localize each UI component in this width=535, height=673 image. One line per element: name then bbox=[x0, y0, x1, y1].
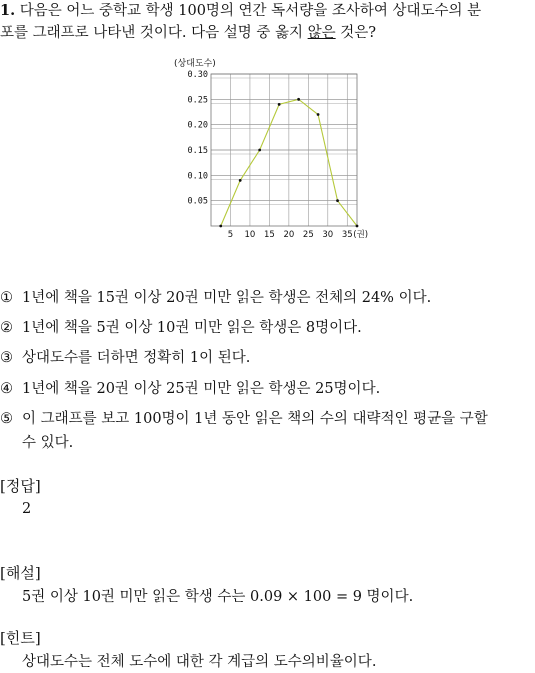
x-tick-label: 5 bbox=[227, 230, 234, 240]
question-line-1 bbox=[0, 0, 535, 22]
data-point bbox=[317, 113, 320, 116]
data-point bbox=[258, 149, 261, 152]
explanation-label: [해설] bbox=[0, 564, 41, 582]
x-tick-labels bbox=[228, 229, 368, 240]
data-point bbox=[336, 199, 339, 202]
option-4[interactable] bbox=[0, 378, 380, 400]
chart-grid bbox=[211, 74, 357, 226]
y-tick-label: 0.30 bbox=[187, 70, 208, 80]
option-1-text: 1년에 책을 15권 이상 20권 미만 읽은 학생은 전체의 24% 이다. bbox=[22, 290, 432, 306]
relative-frequency-chart bbox=[168, 56, 368, 246]
question-line-2 bbox=[0, 22, 535, 44]
y-tick-label: 0.20 bbox=[187, 120, 208, 131]
y-tick-labels bbox=[188, 70, 208, 207]
option-4-mark: ④ bbox=[0, 381, 13, 397]
y-tick-label: 0.10 bbox=[187, 171, 208, 182]
x-tick-label: 25 bbox=[302, 230, 314, 240]
x-tick-label: 20 bbox=[283, 230, 295, 240]
data-point bbox=[219, 225, 222, 228]
option-2-text: 1년에 책을 5권 이상 10권 미만 읽은 학생은 8명이다. bbox=[22, 320, 362, 336]
data-point bbox=[278, 103, 281, 106]
x-tick-label: 15 bbox=[263, 230, 275, 240]
option-1-mark: ① bbox=[0, 290, 13, 306]
option-5-continuation: 수 있다. bbox=[22, 435, 74, 451]
option-5-text: 이 그래프를 보고 100명이 1년 동안 읽은 책의 수의 대략적인 평균을 구할 bbox=[22, 411, 488, 427]
option-3-text: 상대도수를 더하면 정확히 1이 된다. bbox=[22, 350, 251, 366]
hint-text: 상대도수는 전체 도수에 대한 각 계급의 도수의비율이다. bbox=[22, 654, 377, 670]
hint-label: [힌트] bbox=[0, 629, 41, 647]
x-tick-label: 10 bbox=[244, 230, 256, 240]
question-text-2b: 것은? bbox=[335, 25, 377, 41]
option-2[interactable] bbox=[0, 317, 362, 339]
y-tick-label: 0.25 bbox=[187, 95, 208, 106]
y-tick-label: 0.05 bbox=[187, 196, 208, 207]
option-1[interactable] bbox=[0, 287, 431, 309]
answer-value: 2 bbox=[22, 501, 32, 517]
answer-label: [정답] bbox=[0, 477, 41, 495]
x-tick-label: 35 bbox=[341, 230, 353, 240]
data-point bbox=[356, 225, 359, 228]
question-underlined-word: 않은 bbox=[307, 25, 336, 41]
option-5[interactable] bbox=[0, 408, 488, 430]
question-text-2a: 포를 그래프로 나타낸 것이다. 다음 설명 중 옳지 bbox=[0, 25, 308, 41]
x-tick-label: 30 bbox=[322, 230, 334, 240]
y-axis-label: (상대도수) bbox=[174, 59, 216, 69]
data-point bbox=[297, 98, 300, 101]
option-5-mark: ⑤ bbox=[0, 411, 13, 427]
y-tick-label: 0.15 bbox=[187, 146, 208, 156]
x-axis-label: (권) bbox=[353, 230, 368, 240]
option-2-mark: ② bbox=[0, 320, 13, 336]
option-3-mark: ③ bbox=[0, 350, 13, 366]
question-number: 1. bbox=[0, 2, 16, 19]
data-point bbox=[239, 179, 242, 182]
option-3[interactable] bbox=[0, 347, 250, 369]
option-4-text: 1년에 책을 20권 이상 25권 미만 읽은 학생은 25명이다. bbox=[22, 381, 381, 397]
explanation-text: 5권 이상 10권 미만 읽은 학생 수는 0.09 × 100 = 9 명이다. bbox=[22, 589, 414, 605]
question-text-1: 다음은 어느 중학교 학생 100명의 연간 독서량을 조사하여 상대도수의 분 bbox=[19, 3, 482, 19]
